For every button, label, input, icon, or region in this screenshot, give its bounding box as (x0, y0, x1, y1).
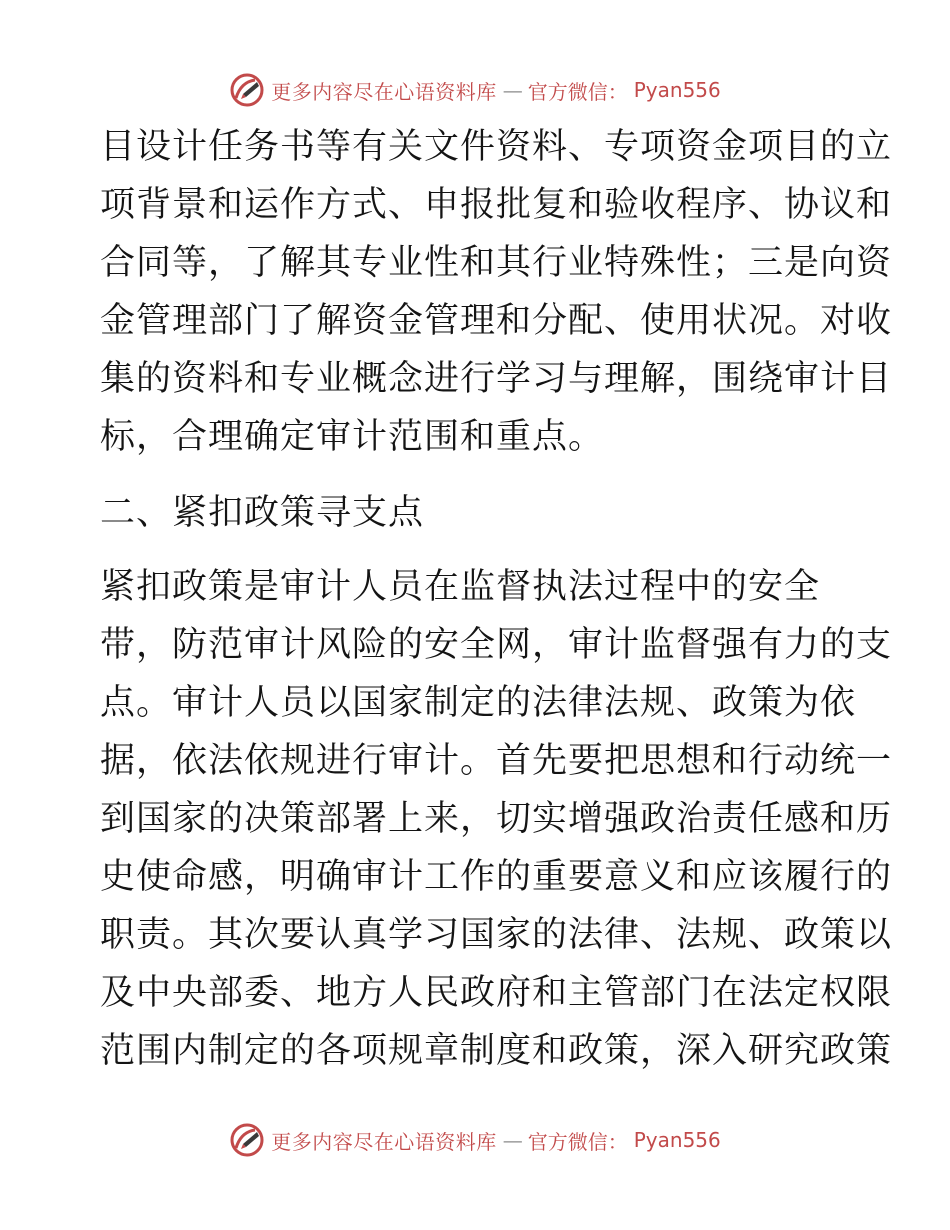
pen-logo-icon (229, 72, 265, 108)
wechat-id: Pyan556 (633, 1128, 721, 1152)
body-line: 据，依法依规进行审计。首先要把思想和行动统一 (100, 741, 893, 781)
body-line: 范围内制定的各项规章制度和政策，深入研究政策 (100, 1031, 893, 1071)
wechat-label: 官方微信： (527, 1129, 628, 1154)
body-line: 职责。其次要认真学习国家的法律、法规、政策以 (100, 915, 893, 955)
body-line: 及中央部委、地方人民政府和主管部门在法定权限 (100, 973, 893, 1013)
body-line: 紧扣政策是审计人员在监督执法过程中的安全 (100, 567, 821, 607)
body-line: 金管理部门了解资金管理和分配、使用状况。对收 (100, 301, 893, 341)
body-line: 项背景和运作方式、申报批复和验收程序、协议和 (100, 185, 893, 225)
banner-separator: — (502, 1128, 522, 1152)
section-heading: 二、紧扣政策寻支点 (100, 493, 425, 533)
body-line: 点。审计人员以国家制定的法律法规、政策为依 (100, 683, 857, 723)
body-line: 史使命感，明确审计工作的重要意义和应该履行的 (100, 857, 893, 897)
body-line: 标，合理确定审计范围和重点。 (100, 417, 605, 457)
wechat-id: Pyan556 (633, 78, 721, 102)
body-line: 集的资料和专业概念进行学习与理解，围绕审计目 (100, 359, 893, 399)
body-line: 带，防范审计风险的安全网，审计监督强有力的支 (100, 625, 893, 665)
pen-logo-icon (229, 1122, 265, 1158)
banner-text: 更多内容尽在心语资料库 (271, 1129, 497, 1154)
banner-text: 更多内容尽在心语资料库 (271, 79, 497, 104)
banner-separator: — (502, 78, 522, 102)
wechat-label: 官方微信： (527, 79, 628, 104)
body-line: 到国家的决策部署上来，切实增强政治责任感和历 (100, 799, 893, 839)
header-banner (0, 70, 950, 110)
body-line: 目设计任务书等有关文件资料、专项资金项目的立 (100, 127, 893, 167)
footer-banner (0, 1120, 950, 1160)
body-line: 合同等，了解其专业性和其行业特殊性；三是向资 (100, 243, 893, 283)
